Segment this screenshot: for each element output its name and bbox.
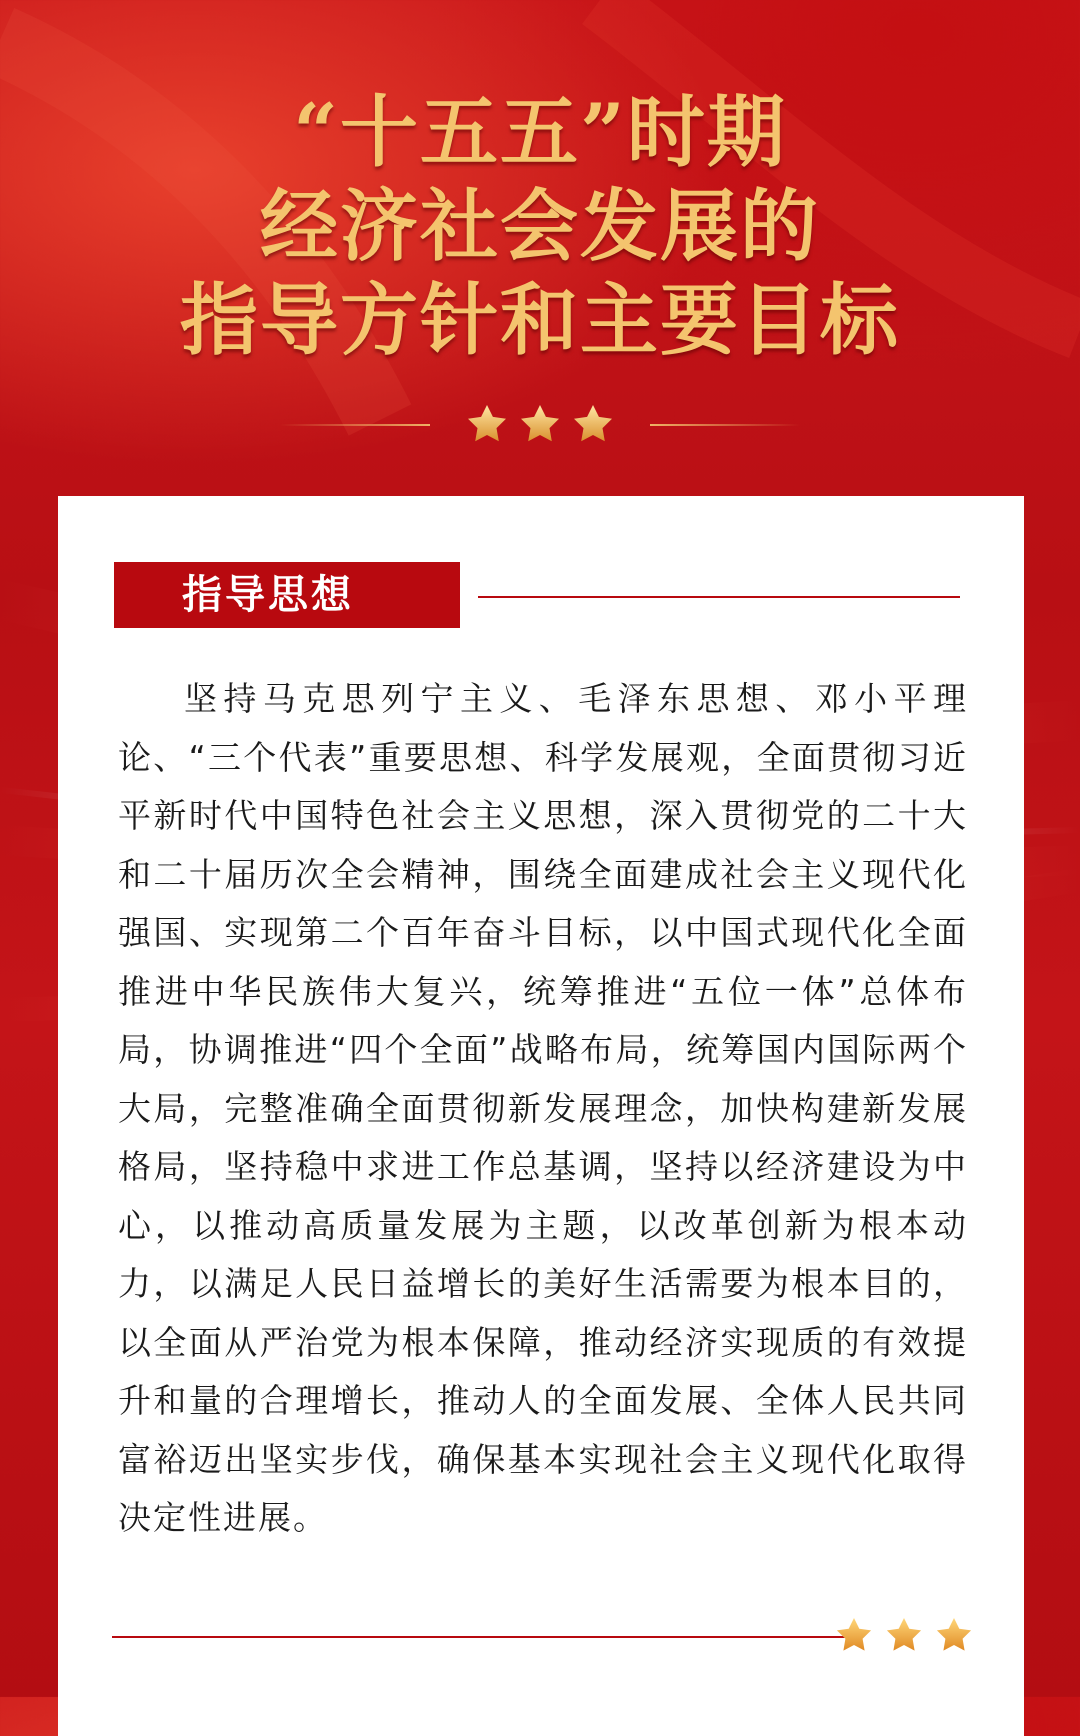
content-card <box>58 496 1024 1736</box>
title-line-3: 指导方针和主要目标 <box>179 275 900 366</box>
title-line-1: “十五五”时期 <box>293 87 787 178</box>
star-icon <box>887 1618 921 1651</box>
section-body-text: 坚持马克思列宁主义、毛泽东思想、邓小平理论、“三个代表”重要思想、科学发展观，全面贯彻习近平新时代中国特色社会主义思想，深入贯彻党的二十大和二十届历次全会精神，围绕全面建成社会主义现代化强国、实现第二个百年奋斗目标，以中国式现代化全面推进中华民族伟大复兴，统筹推进“五位一体”总体布局，协调推进“四个全面”战略布局，统筹国内国际两个大局，完整准确全面贯彻新发展理念，加快构建新发展格局，坚持稳中求进工作总基调，坚持以经济建设为中心，以推动高质量发展为主题，以改革创新为根本动力，以满足人民日益增长的美好生活需要为根本目的，以全面从严治党为根本保障，推动经济实现质的有效提升和量的合理增长，推动人的全面发展、全体人民共同富裕迈出坚实步伐，确保基本实现社会主义现代化取得决定性进展。 <box>118 679 968 1537</box>
section-label: 指导思想 <box>114 562 460 628</box>
star-icon <box>937 1618 971 1651</box>
header-star-divider <box>0 400 1080 450</box>
footer-star-group <box>832 1611 982 1661</box>
section-divider <box>478 596 960 598</box>
star-icon <box>468 405 506 441</box>
footer-divider <box>112 1636 862 1638</box>
page-title <box>0 86 1080 368</box>
star-icon <box>574 405 612 441</box>
star-icon <box>521 405 559 441</box>
star-icon <box>837 1618 871 1651</box>
title-line-2: 经济社会发展的 <box>259 181 820 272</box>
